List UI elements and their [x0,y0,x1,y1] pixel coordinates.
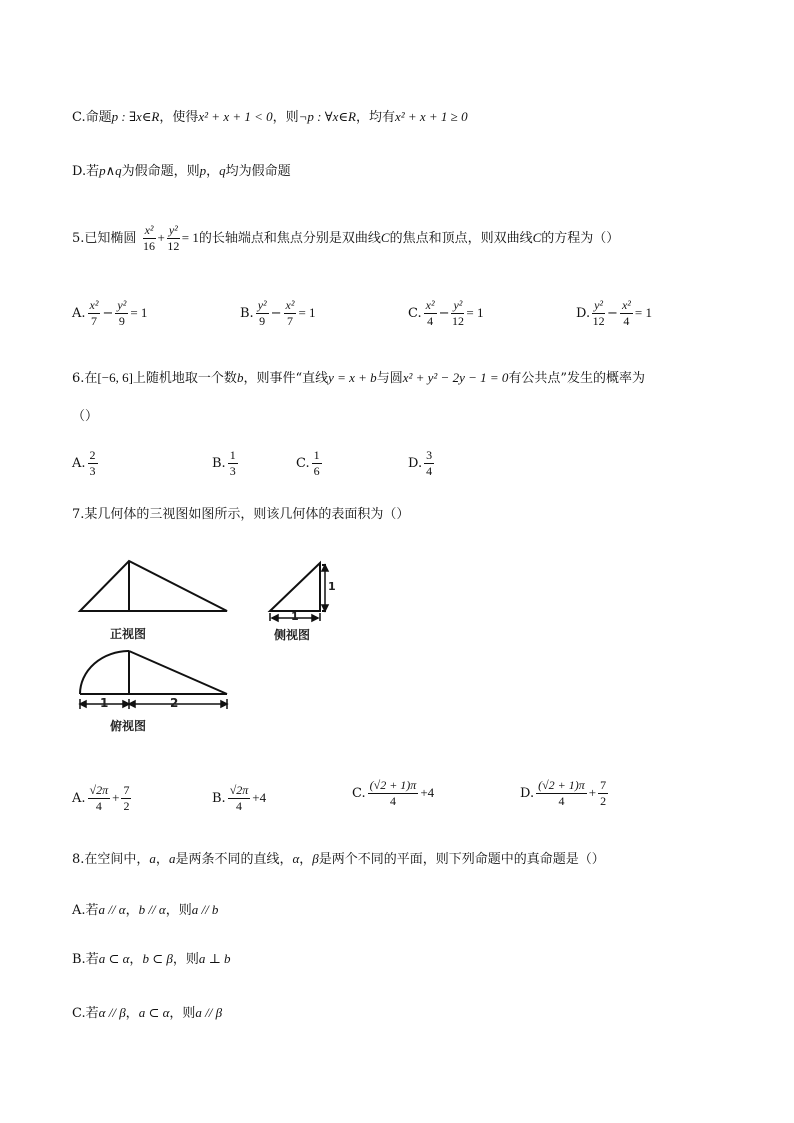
fraction: $\frac{\text{y²}}{12}$ [167,223,180,253]
top-dim-2-label: 2 [170,696,179,710]
side-view-shape [270,563,326,611]
q4-option-c: C.命题p : ∃x∈R，使得x² + x + 1 < 0，则¬p : ∀x∈R，均有x² + x + 1 ≥ 0 [72,109,468,125]
q8-stem: 8.在空间中，a，a是两条不同的直线，α，β是两个不同的平面，则下列命题中的真命题是（） [72,851,605,867]
q6-option-b: B. $\frac{1}{3}$ [212,448,236,478]
side-view-label: 侧视图 [274,628,311,642]
fraction: $\frac{7}{2}$ [600,778,607,808]
fraction: $\frac{\text{x²}}{4}$ [621,298,631,328]
q8-option-a: A.若a // α，b // α，则a // b [72,902,219,918]
fraction: $\frac{2}{3}$ [89,448,96,478]
front-view-shape [80,561,227,611]
q5-option-d: D. $\frac{\text{y²}}{12}$ − $\frac{\text{x²}}{4}$ = 1 [576,298,652,328]
q5-option-b: B. $\frac{\text{y²}}{9}$ − $\frac{\text{x²}}{7}$ = 1 [240,298,316,328]
q7-option-a: A. $\frac{√2\pi}{4}$ + $\frac{7}{2}$ [72,783,130,813]
q8-option-c: C.若α // β，a ⊂ α，则a // β [72,1005,223,1021]
q8-option-b: B.若a ⊂ α，b ⊂ β，则a ⊥ b [72,951,231,967]
q4-option-d: D.若p∧q为假命题，则p，q均为假命题 [72,163,291,179]
fraction: $\frac{1}{6}$ [313,448,320,478]
q6-option-d: D. $\frac{3}{4}$ [408,448,433,478]
q7-option-c: C. $\frac{(√2 + 1)\pi}{4}$ +4 [352,778,435,808]
q7-stem: 7.某几何体的三视图如图所示，则该几何体的表面积为（） [72,507,410,522]
top-dim-1-label: 1 [100,696,109,710]
q5-option-a: A. $\frac{\text{x²}}{7}$ − $\frac{\text{y²}}{9}$ = 1 [72,298,148,328]
q6-answer-paren: （） [72,409,99,424]
fraction: $\frac{√2\pi}{4}$ [229,783,249,813]
three-view-drawing [72,553,334,743]
fraction: $\frac{√2\pi}{4}$ [89,783,109,813]
fraction: $\frac{\text{x²}}{4}$ [425,298,435,328]
fraction: $\frac{\text{y²}}{9}$ [257,298,267,328]
fraction: $\frac{\text{y²}}{12}$ [592,298,605,328]
q7-option-b: B. $\frac{√2\pi}{4}$ +4 [212,783,267,813]
fraction: $\frac{(√2 + 1)\pi}{4}$ [538,778,585,808]
q6-stem: 6.在[−6, 6]上随机地取一个数b，则事件“直线y = x + b与圆x² + y² − 2y − 1 = 0有公共点”发生的概率为 [72,370,646,386]
fraction: $\frac{\text{x²}}{16}$ [143,223,156,253]
q5-option-c: C. $\frac{\text{x²}}{4}$ − $\frac{\text{y²}}{12}$ = 1 [408,298,484,328]
fraction: $\frac{\text{y²}}{12}$ [451,298,464,328]
q6-option-c: C. $\frac{1}{6}$ [296,448,320,478]
q7-option-d: D. $\frac{(√2 + 1)\pi}{4}$ + $\frac{7}{2}$ [520,778,607,808]
three-view-figure [72,553,334,743]
fraction: $\frac{\text{x²}}{7}$ [89,298,99,328]
top-view-shape [80,651,227,694]
fraction: $\frac{1}{3}$ [229,448,236,478]
side-height-label: 1 [328,580,336,593]
side-width-label: 1 [291,610,299,623]
fraction: $\frac{3}{4}$ [426,448,433,478]
top-view-label: 俯视图 [110,719,147,733]
q6-option-a: A. $\frac{2}{3}$ [72,448,96,478]
fraction: $\frac{\text{x²}}{7}$ [285,298,295,328]
fraction: $\frac{7}{2}$ [123,783,130,813]
q5-stem: 5.已知椭圆 $\frac{\text{x²}}{16}$ + $\frac{\text{y²}}{12}$ = 1的长轴端点和焦点分别是双曲线C的焦点和顶点，则双曲线C的方程为（） [72,223,620,253]
front-view-label: 正视图 [110,627,147,641]
fraction: $\frac{\text{y²}}{9}$ [117,298,127,328]
fraction: $\frac{(√2 + 1)\pi}{4}$ [369,778,417,808]
